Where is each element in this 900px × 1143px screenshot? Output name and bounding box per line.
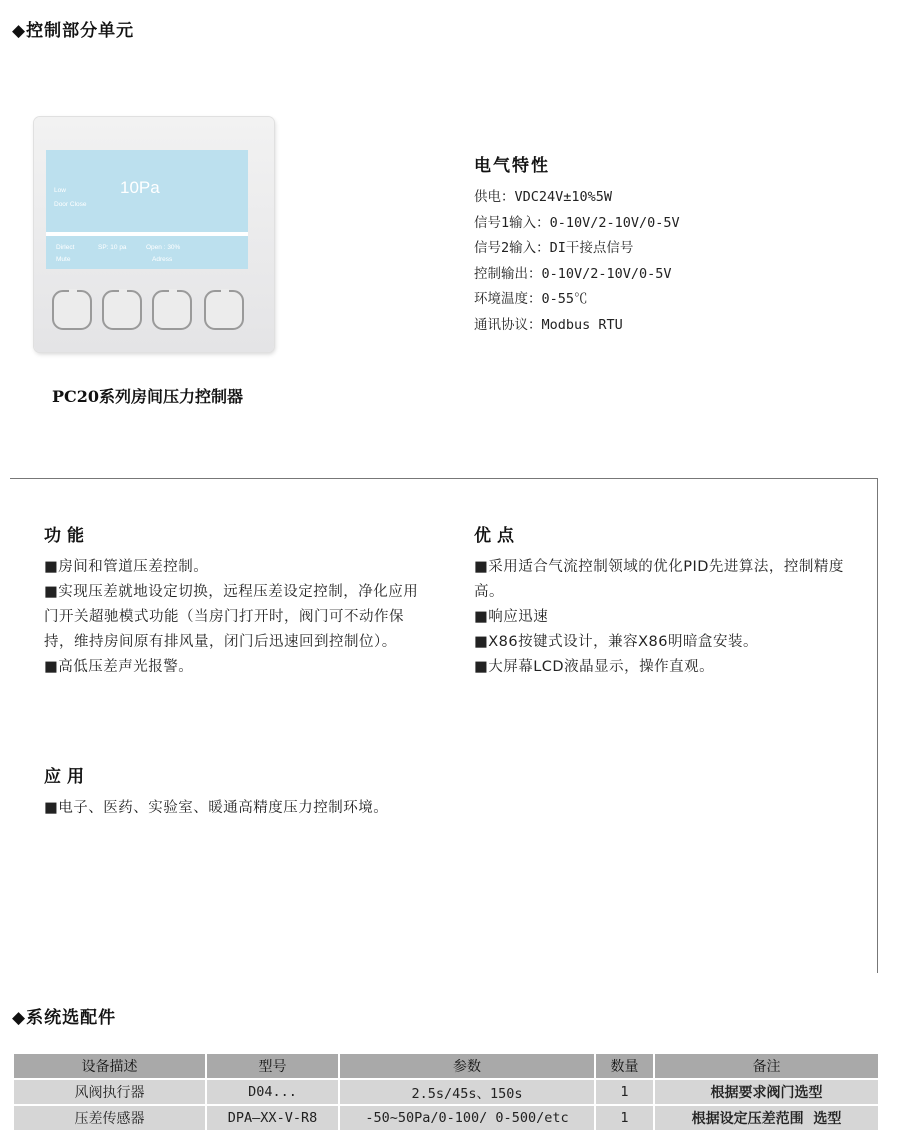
cell-model: DPA—XX-V-R8 [206, 1105, 339, 1131]
device-key-2 [102, 290, 142, 330]
function-item: ■实现压差就地设定切换，远程压差设定控制，净化应用门开关超驰模式功能（当房门打开时，阀门可不动作保持，维持房间原有排风量，闭门后迅速回到控制位）。 [44, 584, 419, 650]
device-key-3 [152, 290, 192, 330]
functions-list [44, 555, 424, 680]
cell-quantity: 1 [595, 1079, 654, 1105]
applications-list [44, 796, 464, 821]
device-key-4 [204, 290, 244, 330]
advantage-item: ■X86按键式设计，兼容X86明暗盒安装。 [474, 634, 758, 650]
advantages-list [474, 555, 854, 680]
col-header-remarks: 备注 [654, 1053, 879, 1079]
application-item: ■电子、医药、实验室、暖通高精度压力控制环境。 [44, 800, 389, 816]
electrical-item: 供电：VDC24V±10%5W [474, 189, 613, 205]
col-header-quantity: 数量 [595, 1053, 654, 1079]
cell-remarks: 根据设定压差范围 选型 [654, 1105, 879, 1131]
electrical-item: 控制输出：0-10V/2-10V/0-5V [474, 265, 672, 282]
pc20-controller-image [34, 117, 274, 352]
cell-parameters: 2.5s/45s、150s [339, 1079, 595, 1105]
applications-title: 应用 [44, 767, 90, 787]
screen-status4: Mute [56, 256, 71, 263]
section-heading-control-unit: ◆控制部分单元 [12, 21, 135, 41]
screen-status5: Adress [152, 256, 173, 263]
section-heading-accessories: ◆系统选配件 [12, 1008, 117, 1028]
screen-status3: Open : 30% [146, 244, 181, 251]
table-header-row [13, 1053, 879, 1079]
col-header-parameters: 参数 [339, 1053, 595, 1079]
device-caption: PC20系列房间压力控制器 [52, 387, 244, 406]
screen-status2: SP: 10 pa [98, 244, 127, 251]
cell-description: 风阀执行器 [13, 1079, 206, 1105]
function-item: ■房间和管道压差控制。 [44, 559, 209, 575]
advantage-item: ■采用适合气流控制领域的优化PID先进算法，控制精度高。 [474, 559, 844, 600]
table-row [13, 1105, 879, 1131]
cell-quantity: 1 [595, 1105, 654, 1131]
screen-status1: Dirlect [56, 244, 75, 251]
section-divider-horizontal [10, 478, 878, 479]
electrical-item: 环境温度：0-55℃ [474, 291, 588, 307]
function-item: ■高低压差声光报警。 [44, 659, 194, 675]
table-row [13, 1079, 879, 1105]
functions-title: 功能 [44, 526, 90, 546]
col-header-description: 设备描述 [13, 1053, 206, 1079]
device-key-1 [52, 290, 92, 330]
accessories-table [12, 1052, 880, 1132]
electrical-item: 信号1输入：0-10V/2-10V/0-5V [474, 214, 680, 231]
advantages-title: 优点 [474, 526, 520, 546]
electrical-title: 电气特性 [474, 156, 550, 176]
electrical-item: 信号2输入：DI干接点信号 [474, 240, 634, 256]
section-divider-vertical [877, 478, 878, 973]
screen-pressure-value: 10Pa [120, 178, 160, 197]
screen-line1: Low [54, 187, 66, 194]
lcd-screen [46, 150, 248, 269]
cell-description: 压差传感器 [13, 1105, 206, 1131]
cell-remarks: 根据要求阀门选型 [654, 1079, 879, 1105]
cell-parameters: -50~50Pa/0-100/ 0-500/etc [339, 1105, 595, 1131]
cell-model: D04... [206, 1079, 339, 1105]
screen-line2: Door Close [54, 201, 87, 208]
electrical-list [474, 185, 874, 338]
advantage-item: ■响应迅速 [474, 609, 549, 625]
col-header-model: 型号 [206, 1053, 339, 1079]
electrical-item: 通讯协议：Modbus RTU [474, 316, 623, 333]
screen-divider [46, 232, 248, 236]
advantage-item: ■大屏幕LCD液晶显示，操作直观。 [474, 659, 715, 675]
